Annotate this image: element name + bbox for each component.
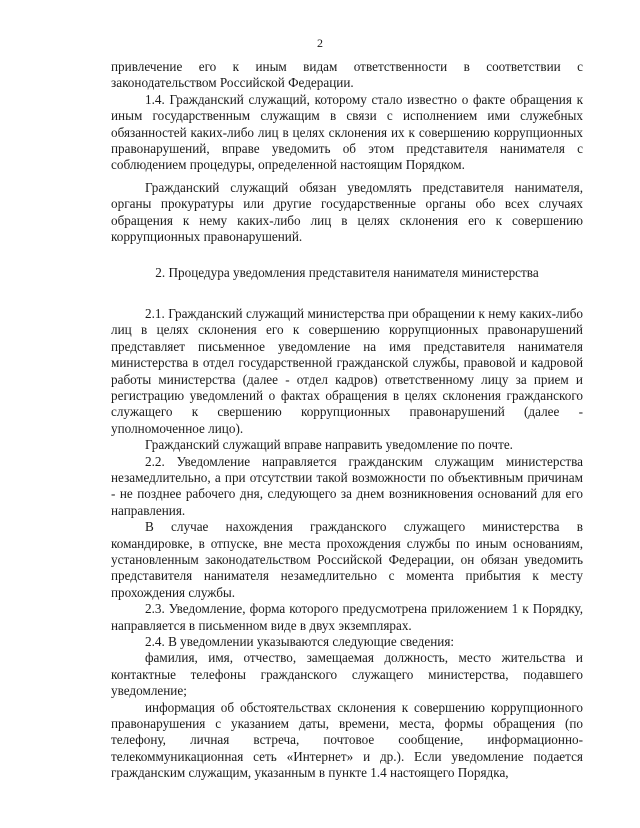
section-heading-2: 2. Процедура уведомления представителя нанимателя министерства: [155, 265, 539, 281]
paragraph-1-4: 1.4. Гражданский служащий, которому стало известно о факте обращения к иным государственным служащим в связи с исполнением ими служебных обязанностей каких-либо лиц в целях склонения их к совершению коррупционных правонарушений, вправе уведомить об этом представителя нанимателя с соблюдением процедуры, определенной настоящим Порядком.: [111, 91, 583, 173]
document-body: [111, 59, 583, 782]
paragraph-2-4: 2.4. В уведомлении указываются следующие сведения:: [145, 634, 455, 649]
paragraph-liability: привлечение его к иным видам ответственности в соответствии с законодательством Российской Федерации.: [111, 59, 583, 91]
paragraph-2-2: 2.2. Уведомление направляется гражданским служащим министерства незамедлительно, а при отсутствии такой возможности по объективным причинам - не позднее рабочего дня, следующего за днем возникновения оснований для его направления.: [111, 453, 583, 518]
paragraph-business-trip: В случае нахождения гражданского служащего министерства в командировке, в отпуске, вне места прохождения службы по иным основаниям, установленным законодательством Российской Федерации, он обязан уведомить представителя нанимателя незамедлительно с момента прибытия к месту прохождения службы.: [111, 519, 583, 600]
page-number: 2: [317, 36, 323, 50]
paragraph-circumstances: информация об обстоятельствах склонения к совершению коррупционного правонарушения с указанием даты, времени, места, формы обращения (по телефону, личная встреча, почтовое сообщение, информационно-телекоммуникационная сеть «Интернет» и др.). Если уведомление подается гражданским служащим, указанным в пункте 1.4 настоящего Порядка,: [111, 699, 583, 781]
paragraph-obligation: Гражданский служащий обязан уведомлять представителя нанимателя, органы прокуратуры или другие государственные органы обо всех случаях обращения к нему каких-либо лиц в целях склонения его к совершению коррупционных правонарушений.: [111, 179, 583, 245]
paragraph-2-3: 2.3. Уведомление, форма которого предусмотрена приложением 1 к Порядку, направляется в письменном виде в двух экземплярах.: [111, 601, 583, 633]
paragraph-2-1: 2.1. Гражданский служащий министерства при обращении к нему каких-либо лиц в целях склонения его к совершению коррупционных правонарушений представляет письменное уведомление на имя представителя нанимателя министерства в отдел государственной гражданской службы, правовой и кадровой работы министерства (далее - отдел кадров) ответственному лицу за прием и регистрацию уведомлений о фактах обращения в целях склонения гражданского служащего к свершению коррупционных правонарушений (далее - уполномоченное лицо).: [111, 305, 583, 436]
paragraph-personal-info: фамилия, имя, отчество, замещаемая должность, место жительства и контактные телефоны гражданского служащего министерства, подавшего уведомление;: [111, 650, 583, 699]
paragraph-by-mail: Гражданский служащий вправе направить уведомление по почте.: [145, 437, 513, 453]
